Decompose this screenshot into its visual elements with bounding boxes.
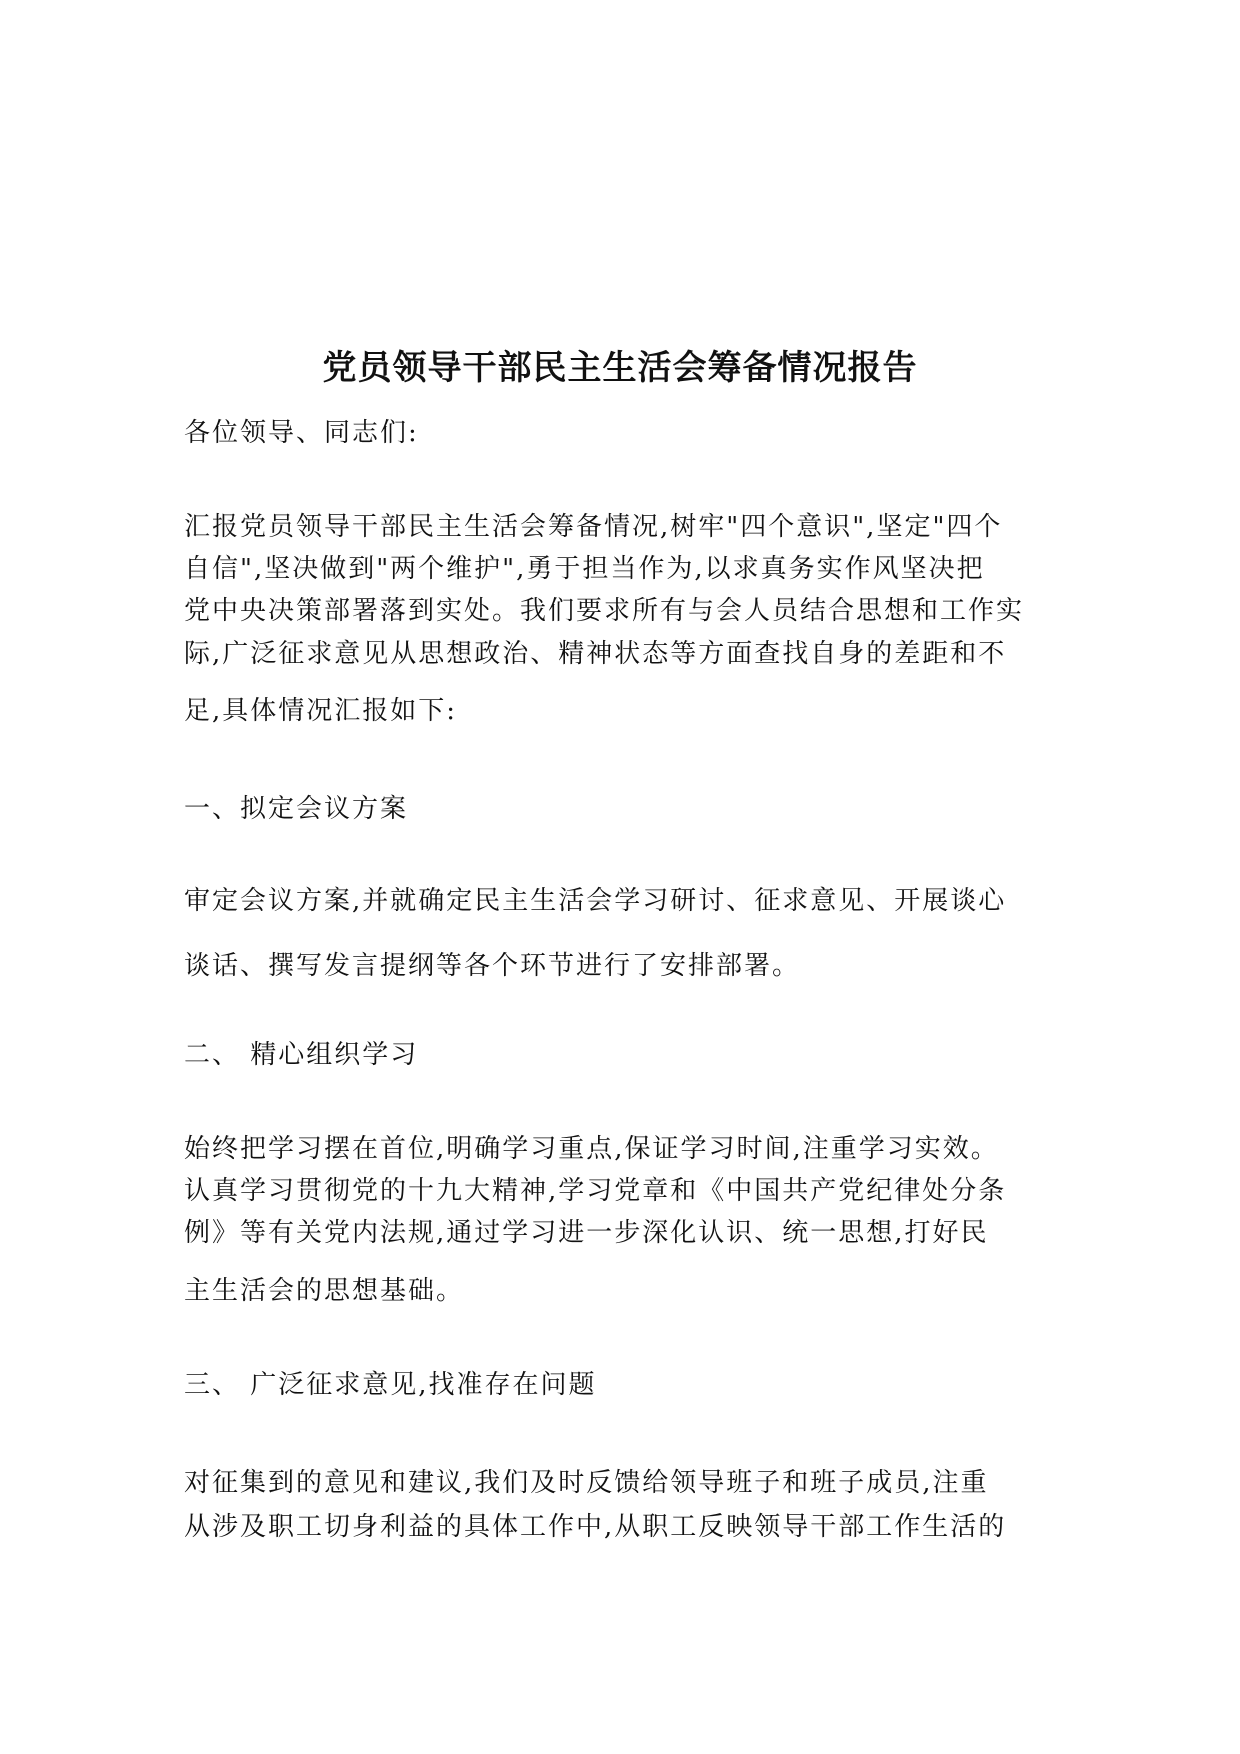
intro-line-5: 足,具体情况汇报如下: (184, 696, 458, 726)
section2-line-1: 始终把学习摆在首位,明确学习重点,保证学习时间,注重学习实效。 (184, 1134, 999, 1164)
section3-heading: 三、 广泛征求意见,找准存在问题 (184, 1370, 597, 1400)
intro-line-3: 党中央决策部署落到实处。我们要求所有与会人员结合思想和工作实 (184, 596, 1025, 626)
section2-line-2: 认真学习贯彻党的十九大精神,学习党章和《中国共产党纪律处分条 (184, 1176, 1007, 1206)
intro-line-4: 际,广泛征求意见从思想政治、精神状态等方面查找自身的差距和不 (184, 639, 1007, 669)
section3-line-1: 对征集到的意见和建议,我们及时反馈给领导班子和班子成员,注重 (184, 1468, 989, 1498)
section2-line-3: 例》等有关党内法规,通过学习进一步深化认识、统一思想,打好民 (184, 1218, 989, 1248)
section1-heading: 一、拟定会议方案 (184, 794, 409, 824)
section2-heading: 二、 精心组织学习 (184, 1040, 419, 1070)
intro-line-1: 汇报党员领导干部民主生活会筹备情况,树牢"四个意识",坚定"四个 (184, 512, 1003, 542)
intro-line-2: 自信",坚决做到"两个维护",勇于担当作为,以求真务实作风坚决把 (184, 554, 985, 584)
document-title: 党员领导干部民主生活会筹备情况报告 (322, 348, 918, 388)
section1-line-2: 谈话、撰写发言提纲等各个环节进行了安排部署。 (184, 951, 801, 981)
salutation: 各位领导、同志们: (184, 418, 419, 448)
section1-line-1: 审定会议方案,并就确定民主生活会学习研讨、征求意见、开展谈心 (184, 886, 1007, 916)
section3-line-2: 从涉及职工切身利益的具体工作中,从职工反映领导干部工作生活的 (184, 1512, 1007, 1542)
section2-line-4: 主生活会的思想基础。 (184, 1276, 465, 1306)
